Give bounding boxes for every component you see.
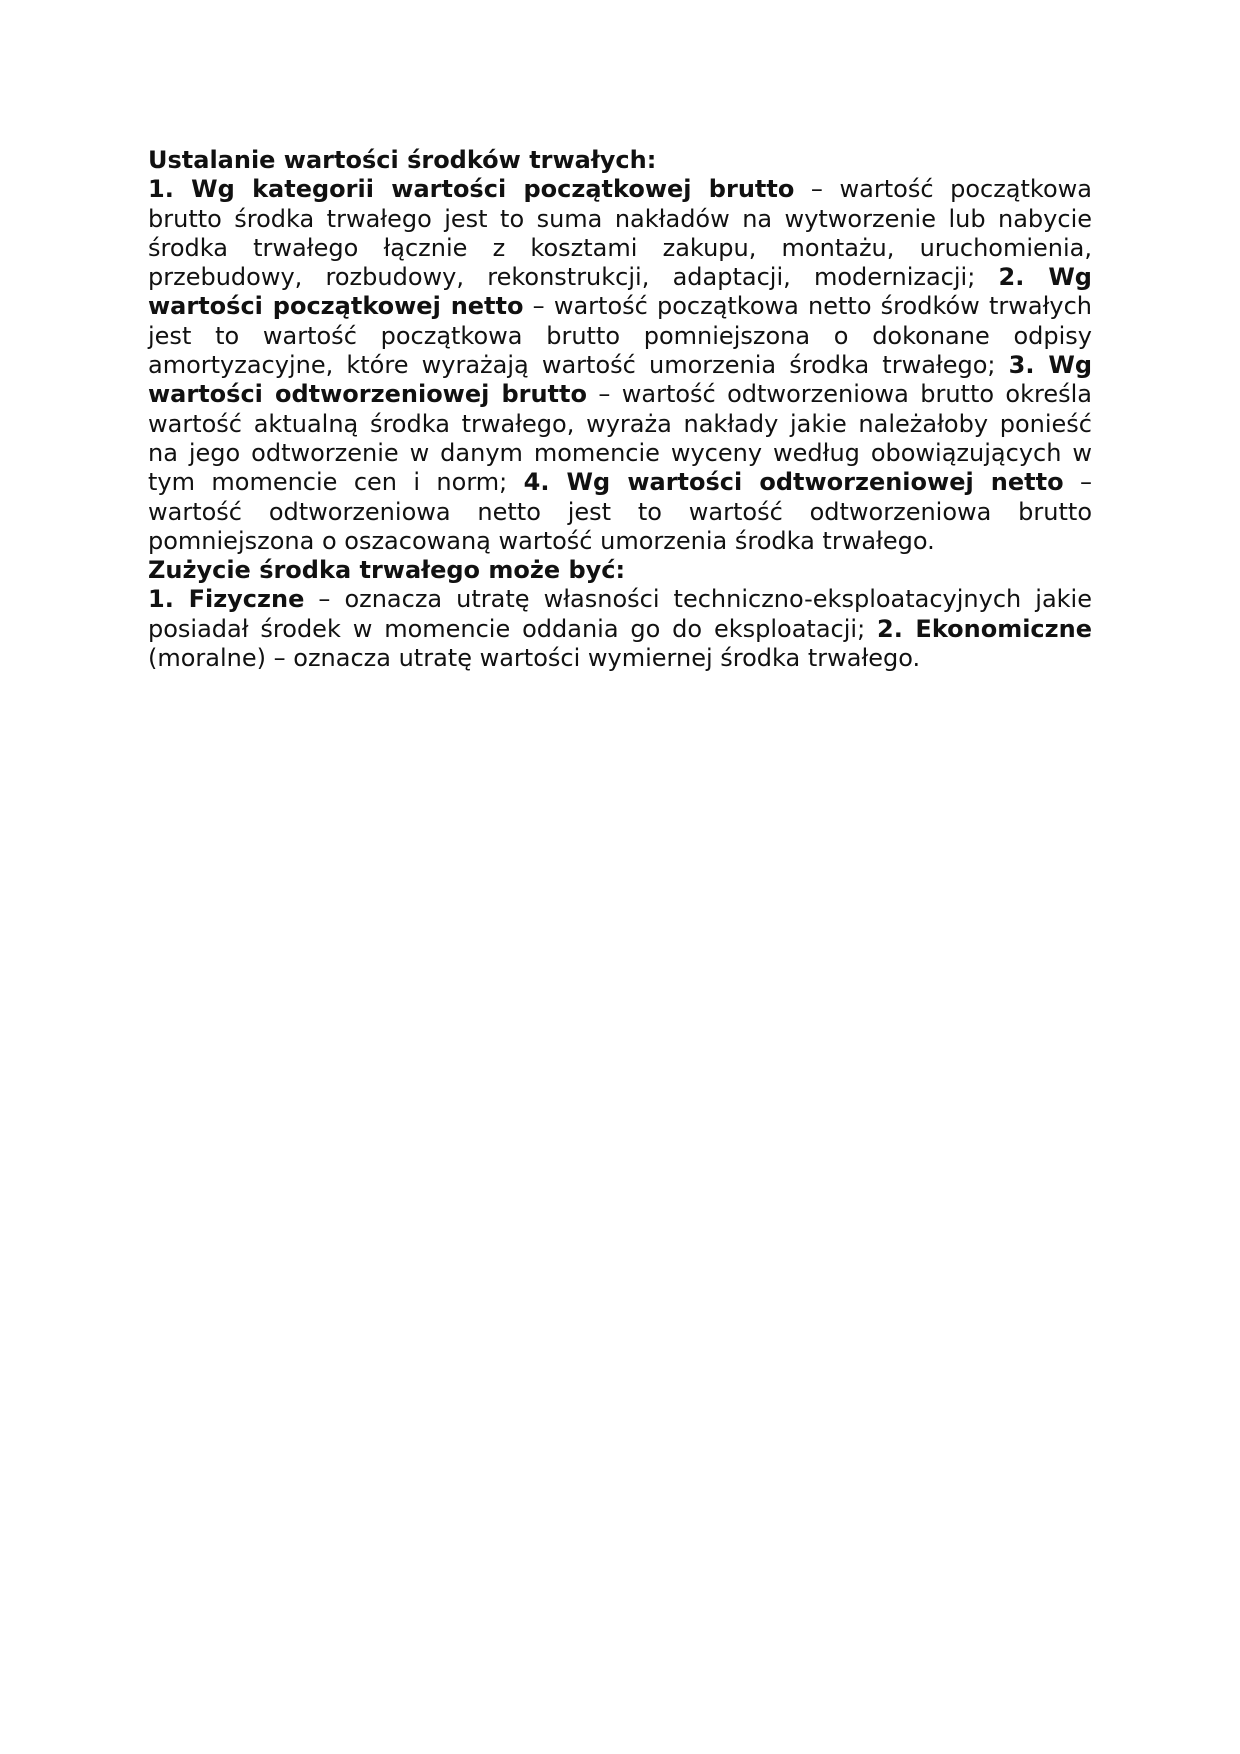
valuation-desc-initial-gross: – wartość początkowa brutto środka trwałego jest to suma nakładów na wytworzenie lub nabycie środka trwałego łącznie z kosztami zakupu, montażu, uruchomienia, przebudowy, rozbudowy, rekonstrukcji, adaptacji, modernizacji; [148,175,1092,292]
wear-desc-physical: – oznacza utratę własności techniczno-eksploatacyjnych jakie posiadał środek w momencie oddania go do eksploatacji; [148,585,1092,643]
valuation-term-initial-net: 2. Wg wartości początkowej netto [148,263,1092,321]
valuation-desc-initial-net: – wartość początkowa netto środków trwałych jest to wartość początkowa brutto pomniejszona o dokonane odpisy amortyzacyjne, które wyrażają wartość umorzenia środka trwałego; [148,292,1092,380]
wear-desc-economic: (moralne) – oznacza utratę wartości wymiernej środka trwałego. [148,644,921,673]
wear-term-economic: 2. Ekonomiczne [877,614,1092,643]
section-heading-fixed-asset-valuation: Ustalanie wartości środków trwałych: [148,146,657,174]
fixed-asset-valuation-paragraph [148,175,1092,556]
valuation-term-replacement-gross: 3. Wg wartości odtworzeniowej brutto [148,351,1092,409]
wear-term-physical: 1. Fizyczne [148,585,305,614]
valuation-term-initial-gross: 1. Wg kategorii wartości początkowej brutto [148,175,795,204]
document-body [148,146,1092,673]
valuation-term-replacement-net: 4. Wg wartości odtworzeniowej netto [523,468,1064,497]
valuation-desc-replacement-gross: – wartość odtworzeniowa brutto określa wartość aktualną środka trwałego, wyraża nakłady jakie należałoby ponieść na jego odtworzenie w danym momencie wyceny według obowiązujących w tym momencie cen i norm; [148,380,1092,497]
asset-wear-paragraph [148,585,1092,673]
valuation-desc-replacement-net: – wartość odtworzeniowa netto jest to wartość odtworzeniowa brutto pomniejszona o oszacowaną wartość umorzenia środka trwałego. [148,468,1092,555]
section-heading-asset-wear: Zużycie środka trwałego może być: [148,556,626,585]
